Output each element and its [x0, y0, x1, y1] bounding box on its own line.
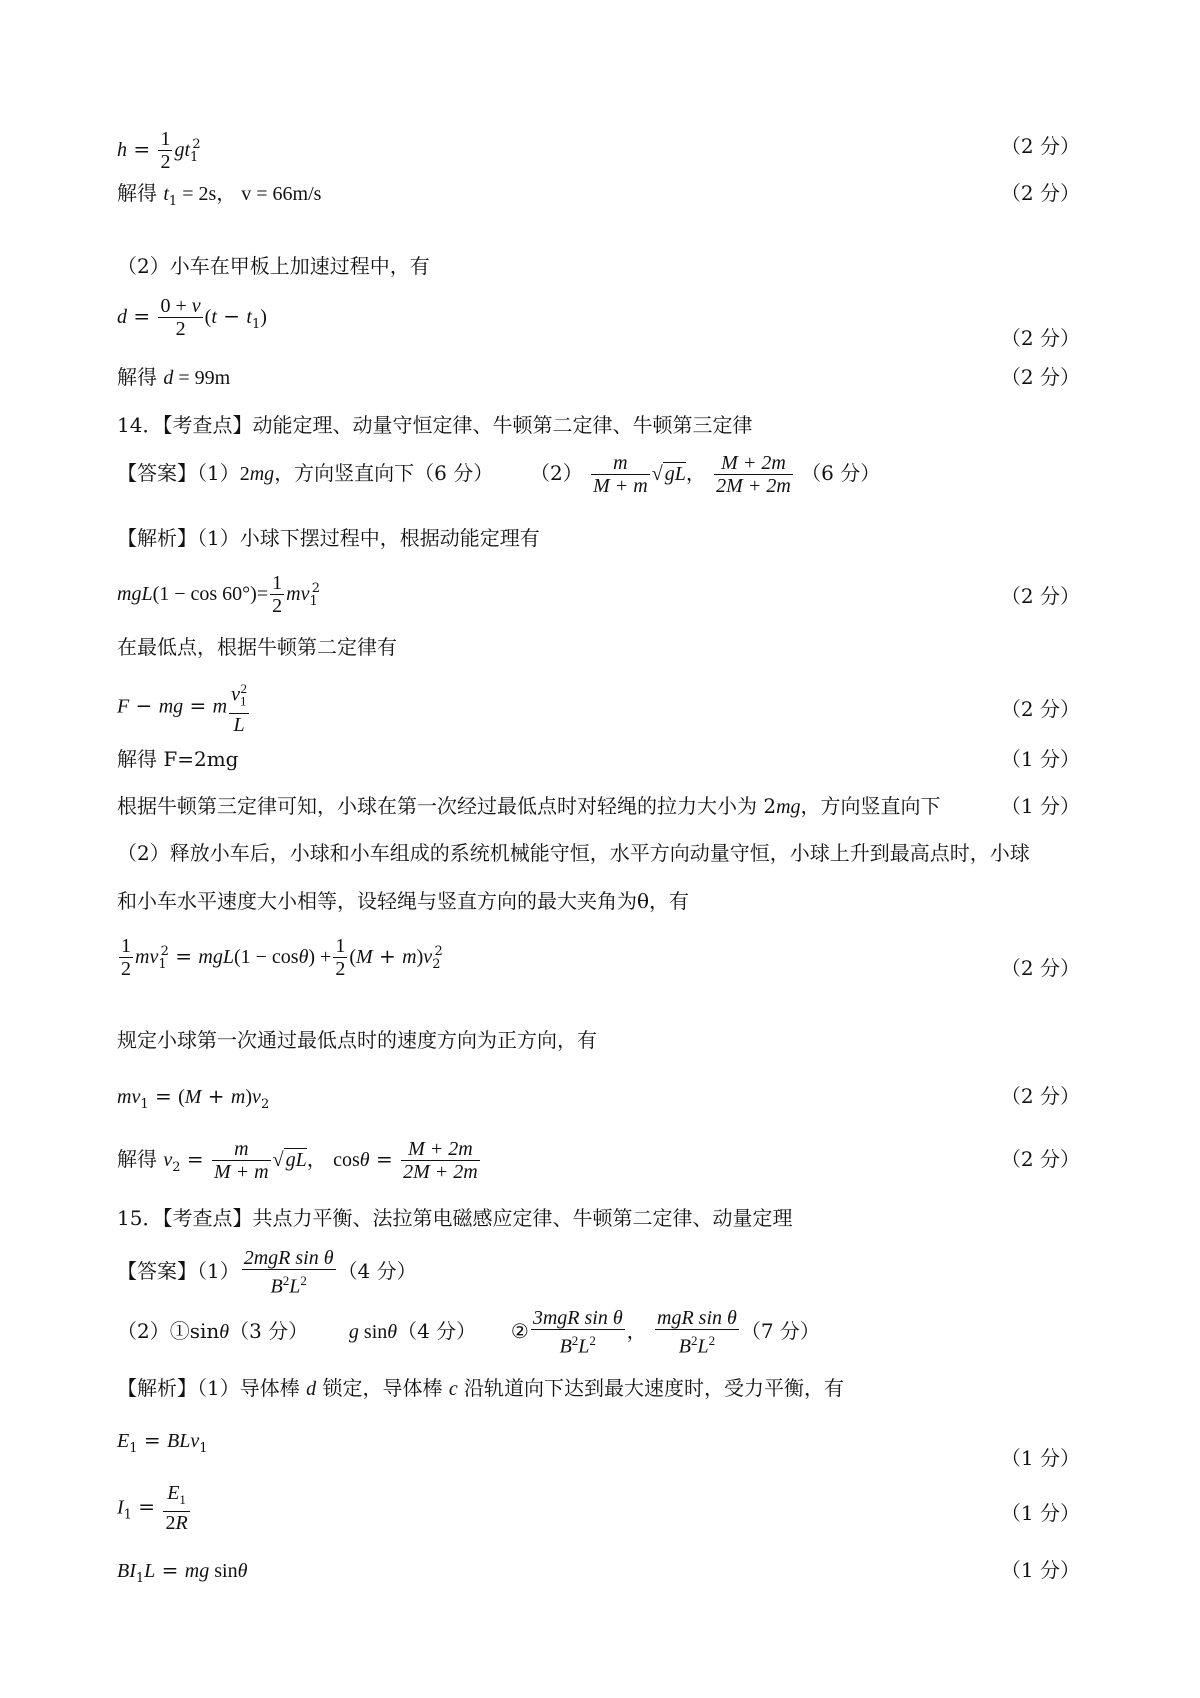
- score: （2 分）: [1000, 697, 1080, 721]
- score: （1 分）: [1000, 794, 1080, 818]
- eq-newton: F − mg = m $\frac{v_1^2}{L}$: [117, 678, 251, 736]
- score: （2 分）: [1000, 134, 1080, 158]
- score: （2 分）: [1000, 326, 1080, 350]
- score: （1 分）: [1000, 1558, 1080, 1582]
- q15-header: 15．【考查点】共点力平衡、法拉第电磁感应定律、牛顿第二定律、动量定理: [117, 1206, 793, 1230]
- eq-h: h = $\frac{1}{2}$ $gt_1^2$: [117, 128, 201, 173]
- score: （2 分）: [1000, 365, 1080, 389]
- solution-t1-v: 解得 $t_1 = 2s$， v = 66m/s: [117, 181, 322, 209]
- part2-para: （2）释放小车后，小球和小车组成的系统机械能守恒，水平方向动量守恒，小球上升到最高点时，小球: [117, 841, 1030, 865]
- solution-v2-cos: 解得 $v_2$ = $\frac{m}{M + m}$ √ gL， cosθ = $\frac{M + 2m}{2M + 2m}$: [117, 1138, 478, 1183]
- solution-d: 解得 d = 99m: [117, 365, 231, 389]
- eq-momentum: $mv_1 = (M + m)v_2$: [117, 1084, 270, 1112]
- eq-d: d = $\frac{0 + v}{2}$ $(t - t_1)$: [117, 295, 267, 340]
- score: （1 分）: [1000, 747, 1080, 771]
- eq-force-balance: $BI_1L$ = mg sinθ: [117, 1558, 248, 1586]
- eq-I1: $I_1$ = $\frac{E_1}{2R}$: [117, 1482, 188, 1534]
- q15-analysis: 【解析】（1）导体棒 d 锁定，导体棒 c 沿轨道向下达到最大速度时，受力平衡，有: [117, 1376, 845, 1400]
- score: （2 分）: [1000, 1147, 1080, 1171]
- score: （2 分）: [1000, 956, 1080, 980]
- part2-intro: （2）小车在甲板上加速过程中，有: [117, 254, 430, 278]
- eq-energy: mgL(1 − cos 60°)= $\frac{1}{2}$ $mv_1^2$: [117, 572, 321, 617]
- q14-analysis: 【解析】（1）小球下摆过程中，根据动能定理有: [117, 526, 540, 550]
- q14-answer: 【答案】（1）2mg，方向竖直向下（6 分） （2） $\frac{m}{M + m}$ √ gL， $\frac{M + 2m}{2M + 2m}$ （6 分）: [117, 452, 881, 497]
- direction-convention: 规定小球第一次通过最低点时的速度方向为正方向，有: [117, 1028, 597, 1052]
- score: （1 分）: [1000, 1446, 1080, 1470]
- eq-E1: $E_1 = BLv_1$: [117, 1428, 208, 1456]
- score: （2 分）: [1000, 181, 1080, 205]
- q14-header: 14．【考查点】动能定理、动量守恒定律、牛顿第二定律、牛顿第三定律: [117, 413, 753, 437]
- third-law: 根据牛顿第三定律可知，小球在第一次经过最低点时对轻绳的拉力大小为 2mg，方向竖直向下: [117, 794, 941, 818]
- eq-conservation: $\frac{1}{2}$ $mv_1^2 = mgL(1 - \cos\theta)$ + $\frac{1}{2}$ $(M + m)v_2^2$: [121, 935, 443, 980]
- q15-answer-2: （2）①sinθ（3 分） g sinθ（4 分） ② $\frac{\text{3mgR sin θ}}{B^2L^2}$ ， $\frac{\text{mgR sin θ}}{B^2L^2}$ （7 分）: [117, 1307, 820, 1358]
- lowest-point-intro: 在最低点，根据牛顿第二定律有: [117, 635, 397, 659]
- score: （1 分）: [1000, 1501, 1080, 1525]
- solution-F: 解得 F=2mg: [117, 747, 239, 771]
- part2-para-cont: 和小车水平速度大小相等，设轻绳与竖直方向的最大夹角为θ，有: [117, 889, 690, 913]
- score: （2 分）: [1000, 1084, 1080, 1108]
- score: （2 分）: [1000, 584, 1080, 608]
- q15-answer-1: 【答案】（1） $\frac{\text{2mgR sin θ}}{B^2L^2}$ （4 分）: [117, 1247, 417, 1298]
